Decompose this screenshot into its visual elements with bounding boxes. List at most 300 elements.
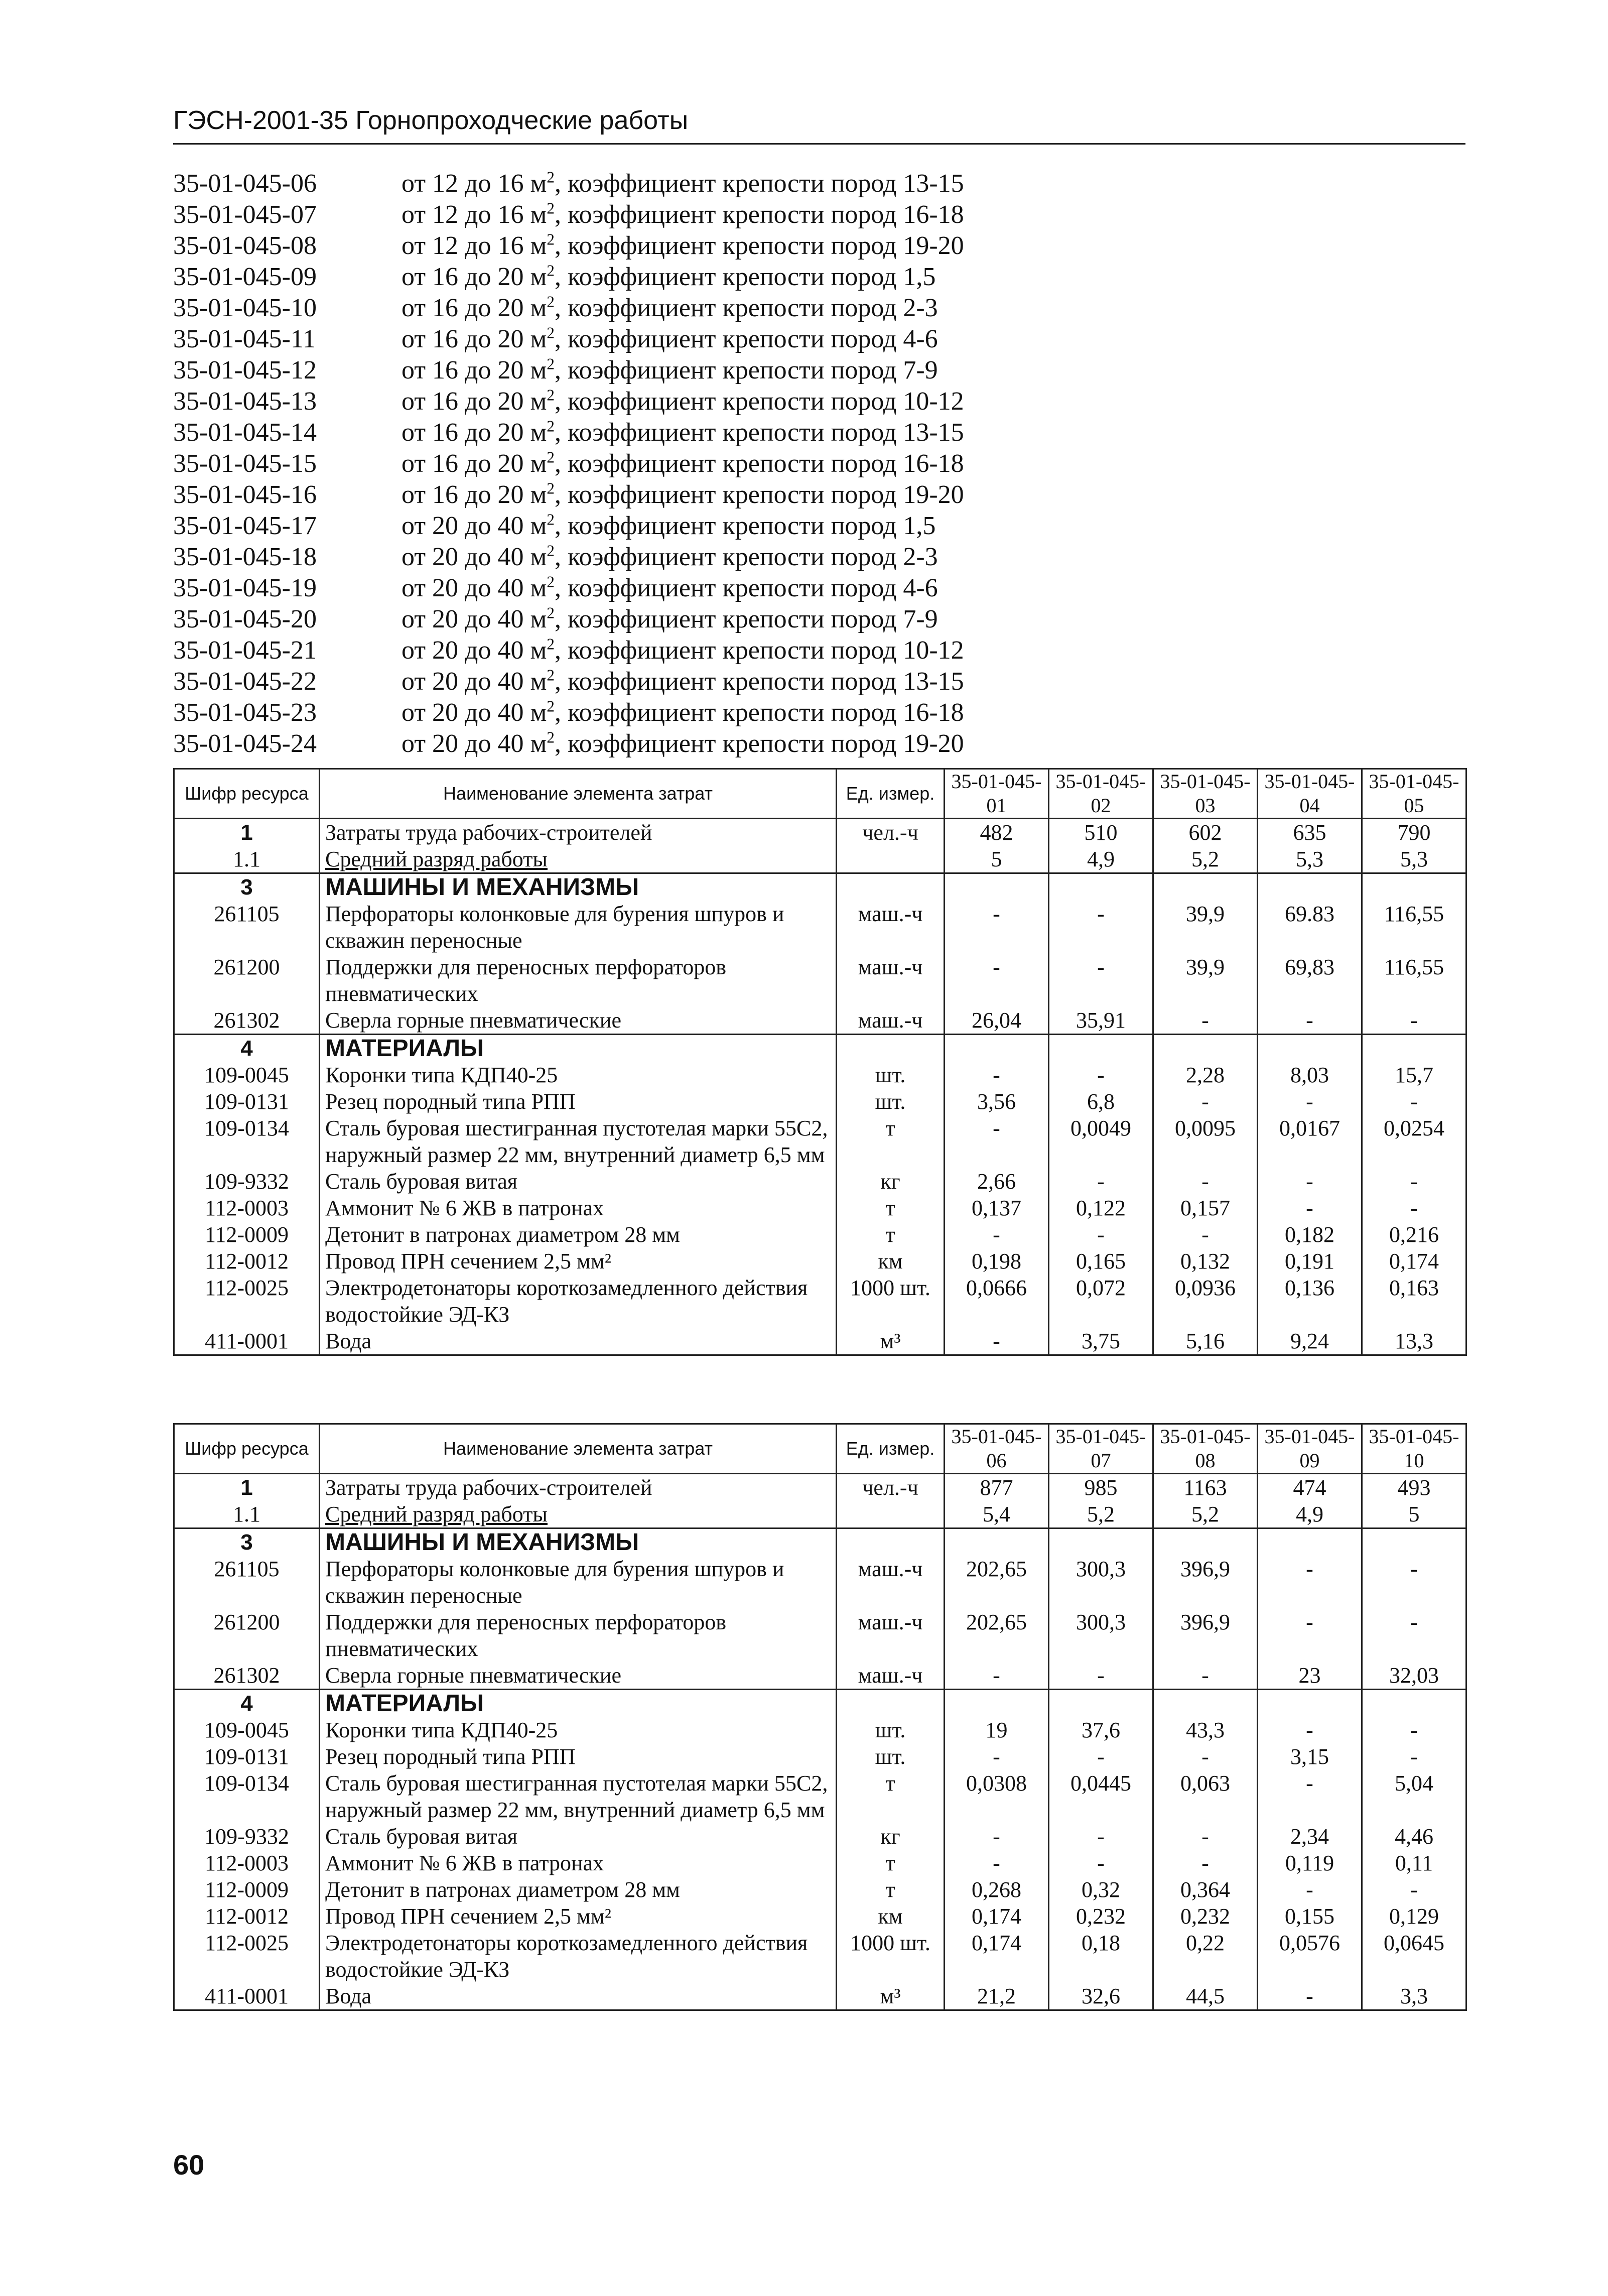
page-number: 60: [173, 2149, 205, 2181]
resource-value: 5: [945, 846, 1049, 873]
resource-value: -: [1153, 1088, 1258, 1115]
resource-code: 4: [174, 1035, 320, 1062]
resource-code: 112-0025: [174, 1274, 320, 1328]
code-list-description: от 20 до 40 $м^2$, коэффициент крепости пород 2-3: [401, 542, 938, 571]
resource-value: 4,9: [1258, 1501, 1362, 1528]
resource-value: 0,174: [945, 1903, 1049, 1930]
resource-unit: т: [837, 1850, 945, 1876]
table-row: [174, 1690, 1466, 1717]
resource-value: 635: [1258, 819, 1362, 846]
resource-value: 510: [1049, 819, 1153, 846]
resource-name: Сталь буровая витая: [320, 1168, 837, 1195]
resource-value: -: [1049, 1221, 1153, 1248]
resource-code: 1.1: [174, 1501, 320, 1528]
resource-value: 0,18: [1049, 1930, 1153, 1983]
resource-value: -: [1153, 1850, 1258, 1876]
header-name: Наименование элемента затрат: [320, 1424, 837, 1474]
code-list-description: от 16 до 20 $м^2$, коэффициент крепости пород 2-3: [401, 293, 938, 322]
resource-value: 0,0666: [945, 1274, 1049, 1328]
resource-name: Перфораторы колонковые для бурения шпуров и скважин переносные: [320, 1556, 837, 1609]
code-list-description: от 16 до 20 $м^2$, коэффициент крепости пород 4-6: [401, 324, 938, 353]
resource-value: -: [1258, 1717, 1362, 1743]
resource-value: -: [945, 901, 1049, 954]
table-row: [174, 1662, 1466, 1690]
resource-value: 35,91: [1049, 1007, 1153, 1035]
header-unit: Ед. измер.: [837, 769, 945, 819]
resource-value: -: [1362, 1168, 1466, 1195]
resource-value: -: [1258, 1876, 1362, 1903]
code-list-item: [173, 386, 1177, 417]
resource-unit: [837, 1035, 945, 1062]
resource-name: Провод ПРН сечением 2,5 мм²: [320, 1248, 837, 1274]
resource-code: 112-0009: [174, 1221, 320, 1248]
resource-value: 0,0936: [1153, 1274, 1258, 1328]
resource-value: 0,364: [1153, 1876, 1258, 1903]
table-row: [174, 1328, 1466, 1355]
resource-code: 112-0012: [174, 1903, 320, 1930]
resource-name: МАШИНЫ И МЕХАНИЗМЫ: [320, 873, 837, 901]
resource-value: [1258, 1035, 1362, 1062]
resource-value: 26,04: [945, 1007, 1049, 1035]
resource-value: -: [1362, 1876, 1466, 1903]
table-row: [174, 1717, 1466, 1743]
resource-code: 109-9332: [174, 1823, 320, 1850]
code-list-code: 35-01-045-06: [173, 169, 317, 198]
resource-value: 5,04: [1362, 1770, 1466, 1823]
resource-code: 261302: [174, 1007, 320, 1035]
table-row: [174, 901, 1466, 954]
resource-value: 202,65: [945, 1609, 1049, 1662]
resource-code: 109-0131: [174, 1088, 320, 1115]
resource-table-1: [173, 768, 1467, 1356]
resource-code: 109-9332: [174, 1168, 320, 1195]
resource-code: 261105: [174, 1556, 320, 1609]
header-column: 35-01-045-09: [1258, 1424, 1362, 1474]
table-row: [174, 1274, 1466, 1328]
resource-value: 0,11: [1362, 1850, 1466, 1876]
code-list-description: от 20 до 40 $м^2$, коэффициент крепости пород 13-15: [401, 666, 964, 696]
resource-value: 116,55: [1362, 954, 1466, 1007]
resource-value: [945, 1528, 1049, 1556]
header-column: 35-01-045-05: [1362, 769, 1466, 819]
resource-value: -: [1258, 1983, 1362, 2010]
resource-code: 261105: [174, 901, 320, 954]
code-list-item: [173, 262, 1177, 293]
code-list-item: [173, 355, 1177, 386]
table-row: [174, 846, 1466, 873]
resource-value: 0,191: [1258, 1248, 1362, 1274]
resource-name: Сталь буровая витая: [320, 1823, 837, 1850]
resource-unit: 1000 шт.: [837, 1930, 945, 1983]
resource-value: 69,83: [1258, 954, 1362, 1007]
running-header: ГЭСН-2001-35 Горнопроходческие работы: [173, 105, 1465, 145]
code-list-code: 35-01-045-19: [173, 574, 317, 602]
table-row: [174, 1876, 1466, 1903]
resource-value: 32,03: [1362, 1662, 1466, 1690]
resource-value: 3,15: [1258, 1743, 1362, 1770]
resource-unit: кг: [837, 1168, 945, 1195]
resource-value: 0,122: [1049, 1195, 1153, 1221]
resource-code: 109-0134: [174, 1115, 320, 1168]
code-list-description: от 16 до 20 $м^2$, коэффициент крепости пород 10-12: [401, 386, 964, 416]
resource-value: 0,072: [1049, 1274, 1153, 1328]
resource-value: -: [1362, 1195, 1466, 1221]
resource-unit: км: [837, 1248, 945, 1274]
resource-unit: м³: [837, 1983, 945, 2010]
table-row: [174, 1115, 1466, 1168]
header-column: 35-01-045-01: [945, 769, 1049, 819]
code-list-item: [173, 448, 1177, 479]
code-list-item: [173, 604, 1177, 635]
resource-value: 0,0445: [1049, 1770, 1153, 1823]
resource-value: -: [1153, 1823, 1258, 1850]
resource-value: 6,8: [1049, 1088, 1153, 1115]
code-list-item: [173, 168, 1177, 199]
resource-unit: маш.-ч: [837, 954, 945, 1007]
table-row: [174, 873, 1466, 901]
resource-value: 0,137: [945, 1195, 1049, 1221]
resource-value: 5: [1362, 1501, 1466, 1528]
header-column: 35-01-045-02: [1049, 769, 1153, 819]
table-row: [174, 1501, 1466, 1528]
resource-name: Детонит в патронах диаметром 28 мм: [320, 1876, 837, 1903]
code-list-item: [173, 324, 1177, 355]
code-list-description: от 12 до 16 $м^2$, коэффициент крепости пород 19-20: [401, 230, 964, 260]
resource-value: -: [1258, 1168, 1362, 1195]
code-list-description: от 20 до 40 $м^2$, коэффициент крепости пород 10-12: [401, 635, 964, 665]
code-list-description: от 16 до 20 $м^2$, коэффициент крепости пород 13-15: [401, 417, 964, 447]
resource-value: 116,55: [1362, 901, 1466, 954]
resource-unit: 1000 шт.: [837, 1274, 945, 1328]
resource-value: [945, 1035, 1049, 1062]
resource-value: 0,063: [1153, 1770, 1258, 1823]
resource-name: Электродетонаторы короткозамедленного действия водостойкие ЭД-КЗ: [320, 1930, 837, 1983]
resource-value: [1049, 1690, 1153, 1717]
resource-value: [1153, 873, 1258, 901]
code-list-code: 35-01-045-12: [173, 356, 317, 385]
resource-value: [945, 873, 1049, 901]
resource-value: -: [1258, 1770, 1362, 1823]
code-list-item: [173, 635, 1177, 666]
code-list-code: 35-01-045-16: [173, 480, 317, 509]
resource-unit: шт.: [837, 1088, 945, 1115]
code-list-code: 35-01-045-15: [173, 449, 317, 478]
resource-value: -: [1362, 1743, 1466, 1770]
resource-name: Поддержки для переносных перфораторов пневматических: [320, 1609, 837, 1662]
resource-value: 0,136: [1258, 1274, 1362, 1328]
resource-value: 0,0308: [945, 1770, 1049, 1823]
resource-unit: маш.-ч: [837, 901, 945, 954]
resource-value: 2,28: [1153, 1062, 1258, 1088]
resource-value: 0,119: [1258, 1850, 1362, 1876]
resource-value: -: [1258, 1088, 1362, 1115]
resource-value: 4,46: [1362, 1823, 1466, 1850]
code-list-code: 35-01-045-09: [173, 263, 317, 291]
resource-value: 4,9: [1049, 846, 1153, 873]
resource-value: 39,9: [1153, 901, 1258, 954]
resource-value: 15,7: [1362, 1062, 1466, 1088]
resource-value: 8,03: [1258, 1062, 1362, 1088]
resource-value: [1153, 1035, 1258, 1062]
code-list-item: [173, 293, 1177, 324]
resource-unit: шт.: [837, 1717, 945, 1743]
resource-name: Средний разряд работы: [320, 1501, 837, 1528]
code-list-description: от 16 до 20 $м^2$, коэффициент крепости пород 19-20: [401, 479, 964, 509]
resource-code: 109-0045: [174, 1717, 320, 1743]
resource-code: 112-0009: [174, 1876, 320, 1903]
resource-value: -: [1049, 954, 1153, 1007]
resource-value: 0,0576: [1258, 1930, 1362, 1983]
header-unit: Ед. измер.: [837, 1424, 945, 1474]
resource-code: 3: [174, 1528, 320, 1556]
resource-value: [1049, 1528, 1153, 1556]
resource-unit: [837, 846, 945, 873]
resource-code: 112-0012: [174, 1248, 320, 1274]
resource-unit: маш.-ч: [837, 1609, 945, 1662]
resource-name: Затраты труда рабочих-строителей: [320, 1474, 837, 1501]
resource-name: Аммонит № 6 ЖВ в патронах: [320, 1850, 837, 1876]
code-list-description: от 12 до 16 $м^2$, коэффициент крепости пород 16-18: [401, 199, 964, 229]
resource-value: -: [945, 1823, 1049, 1850]
resource-value: -: [1362, 1556, 1466, 1609]
resource-unit: м³: [837, 1328, 945, 1355]
resource-value: 790: [1362, 819, 1466, 846]
resource-value: -: [945, 1115, 1049, 1168]
resource-value: -: [1362, 1609, 1466, 1662]
resource-code: 4: [174, 1690, 320, 1717]
resource-value: -: [1258, 1195, 1362, 1221]
resource-unit: [837, 1690, 945, 1717]
code-list-code: 35-01-045-20: [173, 605, 317, 633]
resource-value: 0,232: [1153, 1903, 1258, 1930]
resource-value: 5,3: [1362, 846, 1466, 873]
resource-value: -: [945, 954, 1049, 1007]
resource-value: 2,66: [945, 1168, 1049, 1195]
code-list-item: [173, 417, 1177, 448]
resource-value: 0,155: [1258, 1903, 1362, 1930]
resource-unit: т: [837, 1876, 945, 1903]
resource-value: 44,5: [1153, 1983, 1258, 2010]
resource-value: -: [945, 1850, 1049, 1876]
table-row: [174, 819, 1466, 846]
resource-value: 2,34: [1258, 1823, 1362, 1850]
resource-unit: шт.: [837, 1743, 945, 1770]
resource-code: 112-0003: [174, 1195, 320, 1221]
header-code: Шифр ресурса: [174, 1424, 320, 1474]
resource-value: [1362, 1528, 1466, 1556]
resource-value: -: [945, 1221, 1049, 1248]
resource-unit: чел.-ч: [837, 819, 945, 846]
table-row: [174, 1556, 1466, 1609]
resource-name: Провод ПРН сечением 2,5 мм²: [320, 1903, 837, 1930]
resource-unit: т: [837, 1195, 945, 1221]
resource-value: 396,9: [1153, 1556, 1258, 1609]
resource-value: -: [1258, 1007, 1362, 1035]
table-row: [174, 1007, 1466, 1035]
resource-value: -: [945, 1662, 1049, 1690]
resource-code: 261200: [174, 1609, 320, 1662]
table-row: [174, 1062, 1466, 1088]
resource-value: [945, 1690, 1049, 1717]
resource-name: Резец породный типа РПП: [320, 1743, 837, 1770]
resource-unit: маш.-ч: [837, 1007, 945, 1035]
resource-value: 23: [1258, 1662, 1362, 1690]
resource-value: 13,3: [1362, 1328, 1466, 1355]
code-list-item: [173, 666, 1177, 697]
resource-name: Сверла горные пневматические: [320, 1007, 837, 1035]
resource-name: Сталь буровая шестигранная пустотелая марки 55С2, наружный размер 22 мм, внутренний диаметр 6,5 мм: [320, 1770, 837, 1823]
header-column: 35-01-045-07: [1049, 1424, 1153, 1474]
header-column: 35-01-045-04: [1258, 769, 1362, 819]
table-row: [174, 1221, 1466, 1248]
resource-value: 43,3: [1153, 1717, 1258, 1743]
resource-value: 0,182: [1258, 1221, 1362, 1248]
table-header-row: [174, 1424, 1466, 1474]
code-list-code: 35-01-045-24: [173, 729, 317, 758]
resource-value: -: [1049, 1168, 1153, 1195]
code-list-description: от 16 до 20 $м^2$, коэффициент крепости пород 7-9: [401, 355, 938, 385]
resource-table-2: [173, 1423, 1467, 2011]
resource-code: 1: [174, 1474, 320, 1501]
code-list-item: [173, 697, 1177, 728]
header-name: Наименование элемента затрат: [320, 769, 837, 819]
resource-value: 32,6: [1049, 1983, 1153, 2010]
resource-unit: шт.: [837, 1062, 945, 1088]
resource-unit: т: [837, 1115, 945, 1168]
resource-value: [1362, 1690, 1466, 1717]
table-row: [174, 1850, 1466, 1876]
resource-value: 877: [945, 1474, 1049, 1501]
resource-code: 1: [174, 819, 320, 846]
resource-name: Сверла горные пневматические: [320, 1662, 837, 1690]
resource-value: [1153, 1528, 1258, 1556]
table-row: [174, 1930, 1466, 1983]
resource-value: 5,3: [1258, 846, 1362, 873]
resource-value: 0,174: [1362, 1248, 1466, 1274]
resource-unit: км: [837, 1903, 945, 1930]
code-list-code: 35-01-045-21: [173, 636, 317, 665]
resource-value: 202,65: [945, 1556, 1049, 1609]
table-row: [174, 1035, 1466, 1062]
resource-name: Поддержки для переносных перфораторов пневматических: [320, 954, 837, 1007]
code-list-description: от 20 до 40 $м^2$, коэффициент крепости пород 16-18: [401, 697, 964, 727]
resource-name: Затраты труда рабочих-строителей: [320, 819, 837, 846]
code-list-description: от 16 до 20 $м^2$, коэффициент крепости пород 1,5: [401, 262, 936, 291]
code-list-description: от 16 до 20 $м^2$, коэффициент крепости пород 16-18: [401, 448, 964, 478]
code-list-item: [173, 573, 1177, 604]
code-list-code: 35-01-045-17: [173, 512, 317, 540]
resource-value: -: [1258, 1556, 1362, 1609]
table-row: [174, 1903, 1466, 1930]
resource-value: 300,3: [1049, 1609, 1153, 1662]
resource-value: 300,3: [1049, 1556, 1153, 1609]
resource-code: 1.1: [174, 846, 320, 873]
table-row: [174, 1609, 1466, 1662]
resource-value: -: [1258, 1609, 1362, 1662]
resource-code: 3: [174, 873, 320, 901]
resource-code: 261302: [174, 1662, 320, 1690]
resource-name: Аммонит № 6 ЖВ в патронах: [320, 1195, 837, 1221]
resource-name: Коронки типа КДП40-25: [320, 1717, 837, 1743]
resource-unit: т: [837, 1770, 945, 1823]
resource-value: -: [1049, 901, 1153, 954]
resource-value: 3,75: [1049, 1328, 1153, 1355]
resource-value: -: [1362, 1088, 1466, 1115]
resource-value: 602: [1153, 819, 1258, 846]
table-header-row: [174, 769, 1466, 819]
resource-value: 9,24: [1258, 1328, 1362, 1355]
code-list-item: [173, 230, 1177, 262]
resource-name: Электродетонаторы короткозамедленного действия водостойкие ЭД-КЗ: [320, 1274, 837, 1328]
resource-value: -: [1153, 1743, 1258, 1770]
resource-code: 109-0131: [174, 1743, 320, 1770]
resource-value: 19: [945, 1717, 1049, 1743]
table-row: [174, 1743, 1466, 1770]
resource-code: 109-0134: [174, 1770, 320, 1823]
resource-value: 985: [1049, 1474, 1153, 1501]
table-row: [174, 1195, 1466, 1221]
code-list-item: [173, 511, 1177, 542]
code-list-item: [173, 199, 1177, 230]
resource-value: 69.83: [1258, 901, 1362, 954]
resource-unit: [837, 873, 945, 901]
table-row: [174, 1474, 1466, 1501]
resource-value: -: [1153, 1221, 1258, 1248]
table-row: [174, 1168, 1466, 1195]
resource-value: [1049, 873, 1153, 901]
resource-value: -: [1153, 1168, 1258, 1195]
resource-value: [1362, 1035, 1466, 1062]
resource-value: -: [1153, 1662, 1258, 1690]
code-list-code: 35-01-045-18: [173, 543, 317, 571]
resource-value: 0,157: [1153, 1195, 1258, 1221]
table-row: [174, 1528, 1466, 1556]
resource-unit: [837, 1501, 945, 1528]
resource-code: 112-0003: [174, 1850, 320, 1876]
resource-value: [1258, 873, 1362, 901]
resource-value: 482: [945, 819, 1049, 846]
code-list-code: 35-01-045-07: [173, 200, 317, 229]
code-list-item: [173, 728, 1177, 759]
code-list-description: от 20 до 40 $м^2$, коэффициент крепости пород 19-20: [401, 728, 964, 758]
resource-value: -: [1362, 1007, 1466, 1035]
resource-value: -: [945, 1062, 1049, 1088]
resource-value: 0,132: [1153, 1248, 1258, 1274]
resource-value: 5,2: [1153, 1501, 1258, 1528]
resource-value: 1163: [1153, 1474, 1258, 1501]
resource-value: -: [945, 1743, 1049, 1770]
resource-value: 39,9: [1153, 954, 1258, 1007]
resource-value: 0,174: [945, 1930, 1049, 1983]
resource-name: Вода: [320, 1983, 837, 2010]
resource-value: 396,9: [1153, 1609, 1258, 1662]
resource-name: МАШИНЫ И МЕХАНИЗМЫ: [320, 1528, 837, 1556]
header-code: Шифр ресурса: [174, 769, 320, 819]
table-row: [174, 1823, 1466, 1850]
resource-unit: [837, 1528, 945, 1556]
resource-value: 0,0049: [1049, 1115, 1153, 1168]
resource-value: -: [1049, 1743, 1153, 1770]
header-column: 35-01-045-10: [1362, 1424, 1466, 1474]
table-row: [174, 1248, 1466, 1274]
resource-code: 411-0001: [174, 1983, 320, 2010]
resource-value: 37,6: [1049, 1717, 1153, 1743]
resource-value: -: [1049, 1850, 1153, 1876]
resource-value: 0,268: [945, 1876, 1049, 1903]
resource-value: [1049, 1035, 1153, 1062]
resource-name: Перфораторы колонковые для бурения шпуров и скважин переносные: [320, 901, 837, 954]
table-row: [174, 1770, 1466, 1823]
